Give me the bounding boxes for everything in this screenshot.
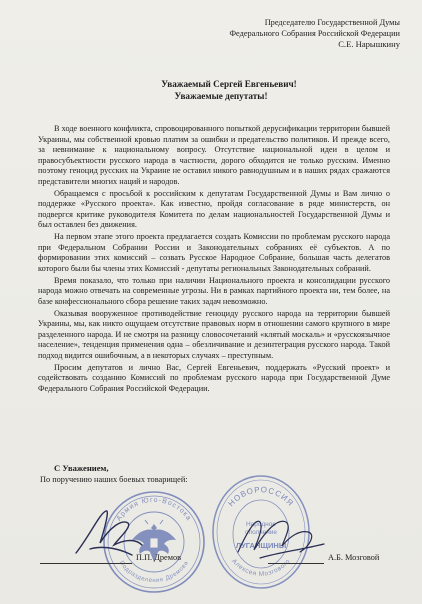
closing-regards: С Уважением, (54, 463, 109, 473)
addressee-line-3: С.Е. Нарышкину (338, 39, 400, 50)
right-signature (230, 500, 330, 570)
right-stamp-line-2: ополчение (244, 529, 278, 536)
right-signatory-name: А.Б. Мозговой (328, 553, 380, 562)
salutation-line-2: Уважаемые депутаты! (174, 90, 268, 101)
paragraph-2: Обращаемся с просьбой к российским к депутатам Государственной Думы и Вам лично о поддержке «Русского проекта». Как известно, пройдя согласование в ряде министерств, он подвергся критике руководителя Комитета по делам национальностей Государственной Думы и был оставлен без движения. (38, 188, 390, 229)
right-stamp-top-text: НОВОРОССИЯ (226, 485, 296, 509)
right-signature-line (268, 563, 324, 564)
addressee-block (229, 18, 400, 50)
salutation-block (0, 79, 422, 102)
closing-on-behalf: По поручению наших боевых товарищей: (40, 475, 188, 484)
left-signatory-name: П.П. Дремов (136, 553, 182, 562)
paragraph-5: Оказывая вооруженное противодействие геноциду русского народа на территории бывшей Украины, мы, как никто ощущаем отсутствие правовых норм в отношении самого крупного в мире разделенного народа. И не смотря на разницу словосочетаний «клятый москаль» и «русскоязычное население», тенденция применения одна – обезличивание и дезинтеграция русского народа. Такой подход видится ошибочным, а в некоторых случаях – преступным. (38, 308, 390, 360)
left-stamp-ring-bottom: Подразделение Дремова (117, 560, 191, 585)
addressee-line-2: Федерального Собрания Российской Федерации (229, 28, 400, 38)
paragraph-6: Просим депутатов и лично Вас, Сергей Евгеньевич, поддержать «Русский проект» и содействовать созданию Комиссий по проблемам русского народа при Государственной Думе Федерального Собрания Российской Федерации. (38, 362, 390, 393)
addressee-line-1: Председателю Государственной Думы (264, 18, 400, 27)
right-stamp-bottom-text: Алексея Мозгового (230, 557, 292, 578)
letter-body (38, 124, 390, 396)
right-stamp-city: ЛУГАНЩИНЫ (235, 541, 287, 550)
paragraph-4: Время показало, что только при наличии Национального проекта и консолидации русского народа можно отвечать на современные угрозы. Ни в рамках партийного проекта ни, тем более, на базе конфессионального сбора решение таких задач невозможно. (38, 275, 390, 306)
paragraph-1: В ходе военного конфликта, спровоцированного попыткой дерусификации территории бывшей Украины, мы собственной кровью платим за ошибки и предательство политиков. И прежде всего, за невнимание к национальному вопросу. Отсутствие национальной идеи в целом и правосубъектности русского народа в частности, дорого обходится не только русским. Именно поэтому геноцид русских на Украине не оставил никого равнодушным и в наших рядах сражаются представители многих наций и народов. (38, 124, 390, 186)
paragraph-3: На первом этапе этого проекта предлагается создать Комиссии по проблемам русского народа при Федеральном Собрании России и Законодательных собраниях её субъектов. А по формировании этих комиссий – созвать Русское Народное Собрание, большая часть делегатов которого были бы члены этих Комиссий - депутаты региональных Законодательных собраний. (38, 232, 390, 273)
left-signature-line (40, 563, 132, 564)
salutation-line-1: Уважаемый Сергей Евгеньевич! (161, 79, 297, 89)
right-stamp-line-1: Народное (245, 521, 277, 528)
left-stamp-ring-top: Армия Юго-Востока (115, 496, 193, 523)
